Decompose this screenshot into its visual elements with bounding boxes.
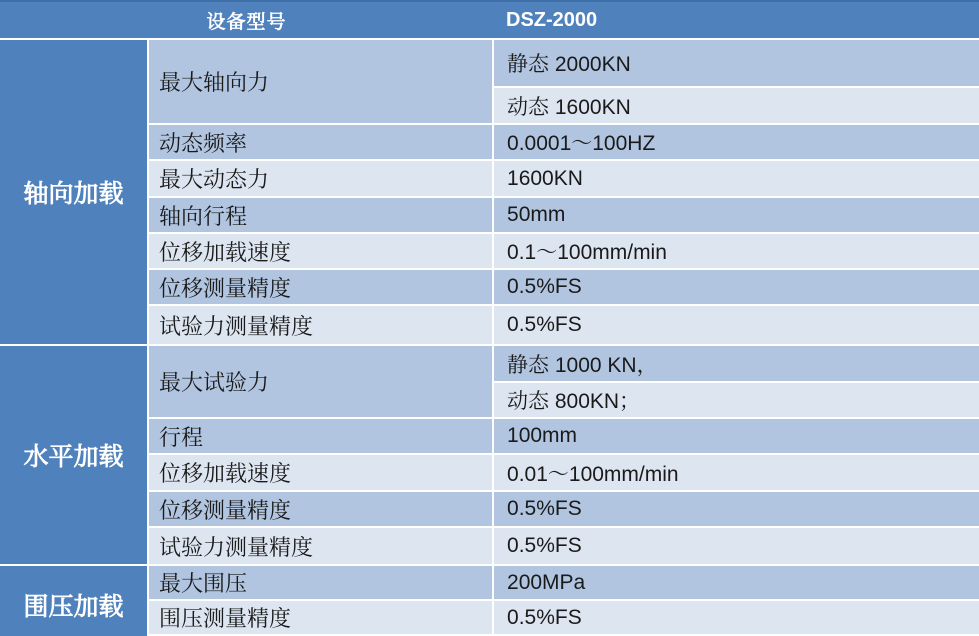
group-cell-1: 水平加载 bbox=[0, 345, 148, 565]
param-cell: 最大轴向力 bbox=[148, 39, 493, 124]
header-row bbox=[0, 1, 979, 39]
header-model-value: DSZ-2000 bbox=[493, 1, 979, 39]
param-cell: 位移测量精度 bbox=[148, 269, 493, 305]
param-cell: 最大试验力 bbox=[148, 345, 493, 418]
value-cell: 动态 800KN； bbox=[493, 382, 979, 418]
param-cell: 轴向行程 bbox=[148, 197, 493, 233]
param-cell: 位移测量精度 bbox=[148, 491, 493, 527]
param-cell: 最大动态力 bbox=[148, 160, 493, 197]
value-cell: 50mm bbox=[493, 197, 979, 233]
param-cell: 位移加载速度 bbox=[148, 454, 493, 491]
value-cell: 0.5%FS bbox=[493, 305, 979, 345]
table-row bbox=[0, 565, 979, 600]
table-row bbox=[0, 345, 979, 382]
param-cell: 动态频率 bbox=[148, 124, 493, 160]
param-cell: 行程 bbox=[148, 418, 493, 454]
value-cell: 100mm bbox=[493, 418, 979, 454]
spec-table-body bbox=[0, 39, 979, 636]
value-cell: 静态 1000 KN， bbox=[493, 345, 979, 382]
value-cell: 0.01～100mm/min bbox=[493, 454, 979, 491]
value-cell: 0.5%FS bbox=[493, 491, 979, 527]
header-device-label: 设备型号 bbox=[0, 1, 493, 39]
group-cell-2: 围压加载 bbox=[0, 565, 148, 636]
group-cell-0: 轴向加载 bbox=[0, 39, 148, 345]
param-cell: 位移加载速度 bbox=[148, 233, 493, 269]
value-cell: 静态 2000KN bbox=[493, 39, 979, 87]
table-row bbox=[0, 39, 979, 87]
value-cell: 动态 1600KN bbox=[493, 87, 979, 124]
value-cell: 0.5%FS bbox=[493, 527, 979, 565]
value-cell: 1600KN bbox=[493, 160, 979, 197]
param-cell: 试验力测量精度 bbox=[148, 527, 493, 565]
value-cell: 0.5%FS bbox=[493, 600, 979, 635]
value-cell: 0.0001～100HZ bbox=[493, 124, 979, 160]
param-cell: 最大围压 bbox=[148, 565, 493, 600]
value-cell: 0.1～100mm/min bbox=[493, 233, 979, 269]
param-cell: 试验力测量精度 bbox=[148, 305, 493, 345]
param-cell: 围压测量精度 bbox=[148, 600, 493, 635]
value-cell: 200MPa bbox=[493, 565, 979, 600]
value-cell: 0.5%FS bbox=[493, 269, 979, 305]
